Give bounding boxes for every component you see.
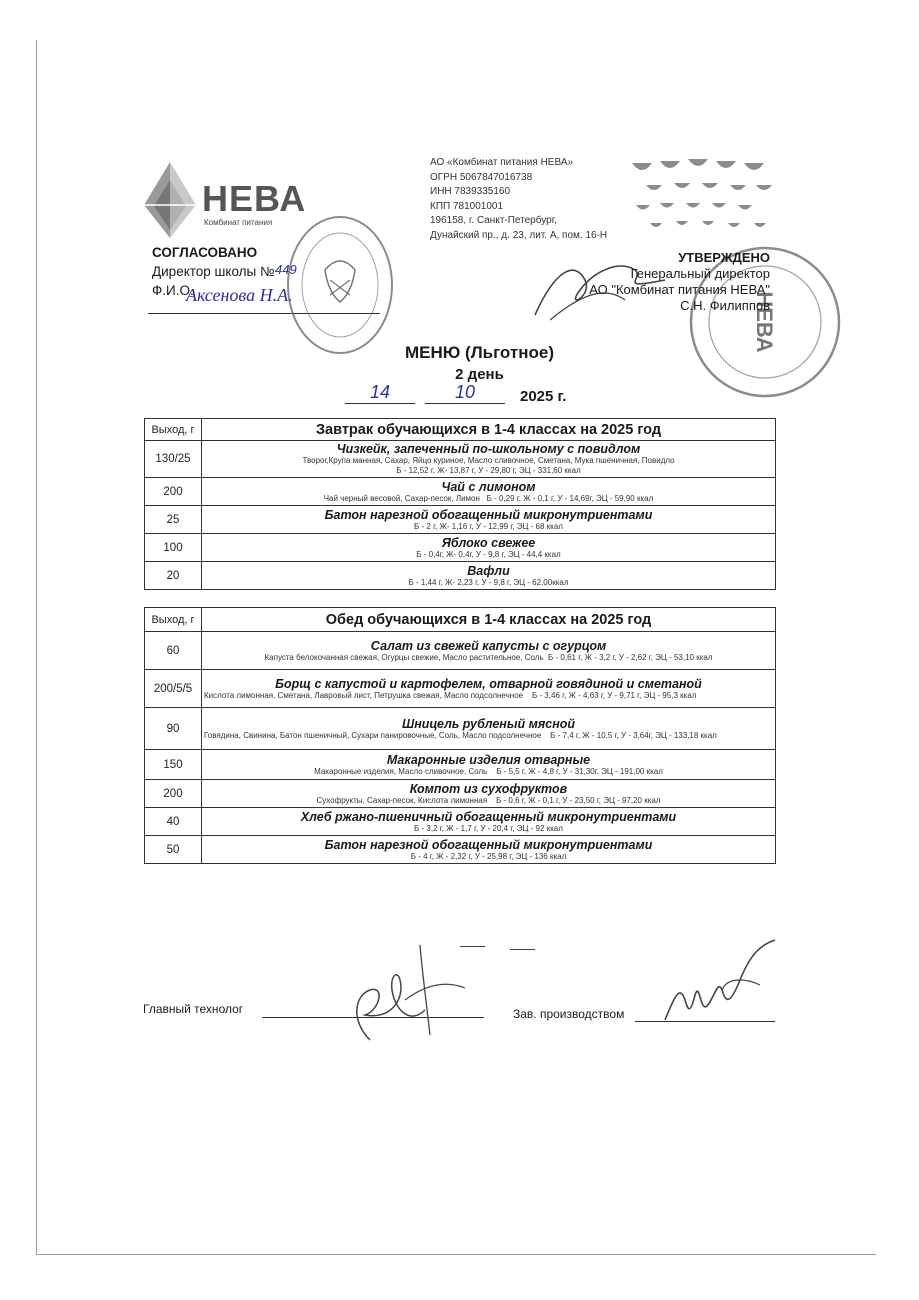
table-row (145, 780, 776, 808)
divider (510, 949, 535, 950)
logo-word: НЕВА (202, 178, 307, 219)
dish-cell (202, 478, 776, 506)
school-director-label: Директор школы № (152, 264, 275, 279)
dish-nutrition: Б - 1,44 г, Ж- 2,23 г, У - 9,8 г, ЭЦ - 62,00ккал (408, 577, 569, 587)
table-row (145, 708, 776, 750)
yield-cell: 20 (145, 562, 202, 590)
yield-cell: 50 (145, 836, 202, 864)
page-edge (36, 40, 37, 1255)
date-day-handwritten: 14 (345, 382, 415, 404)
chief-technologist-label: Главный технолог (143, 1002, 244, 1016)
director-position: Генеральный директор (630, 266, 770, 281)
fio-label: Ф.И.О. (152, 283, 194, 298)
table-header-row (145, 419, 776, 441)
table-row (145, 836, 776, 864)
dish-cell (202, 506, 776, 534)
dish-nutrition: Б - 0,4г, Ж- 0,4г, У - 9,8 г, ЭЦ - 44,4 ккал (416, 549, 561, 559)
director-name: С.Н. Филиппов (680, 298, 770, 313)
date-month-handwritten: 10 (425, 382, 505, 404)
approval-right-title: УТВЕРЖДЕНО (678, 250, 770, 265)
dish-name: Батон нарезной обогащенный микронутриентами (324, 837, 653, 852)
dish-cell (202, 562, 776, 590)
approval-right (580, 250, 770, 314)
dish-cell (202, 780, 776, 808)
dish-name: Батон нарезной обогащенный микронутриентами (324, 507, 653, 522)
table-row (145, 506, 776, 534)
director-company: АО "Комбинат питания НЕВА" (589, 282, 770, 297)
yield-cell: 40 (145, 808, 202, 836)
dish-ingredients: Говядина, Свинина, Батон пшеничный, Сухари панировочные, Соль, Масло подсолнечное (204, 730, 542, 740)
company-details (430, 156, 607, 243)
dish-name: Борщ с капустой и картофелем, отварной говядиной и сметаной (275, 676, 702, 691)
decorative-pattern (630, 155, 780, 240)
dish-cell (202, 670, 776, 708)
dish-ingredients-nutrition (202, 691, 775, 701)
company-line: ИНН 7839335160 (430, 186, 511, 197)
yield-cell: 200/5/5 (145, 670, 202, 708)
menu-title: МЕНЮ (Льготное) (405, 343, 554, 362)
stamp-center-text: НЕВА (752, 291, 777, 353)
breakfast-section-title: Завтрак обучающихся в 1-4 классах на 2025 год (202, 419, 776, 441)
company-line: 196158, г. Санкт-Петербург, (430, 215, 557, 226)
yield-cell: 200 (145, 478, 202, 506)
company-line: Дунайский пр., д. 23, лит. А, пом. 16-Н (430, 229, 608, 241)
dish-ingredients: Творог,Крупа манная, Сахар, Яйцо куриное, Масло сливочное, Сметана, Мука пшеничная, Повидло (302, 456, 675, 465)
dish-nutrition: Б - 0,6 г, Ж - 0,1 г, У - 23,50 г, ЭЦ - 97,20 ккал (496, 795, 661, 805)
company-line: ОГРН 5067847016738 (430, 171, 533, 183)
dish-cell (202, 441, 776, 478)
yield-cell: 25 (145, 506, 202, 534)
dish-nutrition: Б - 0,61 г, Ж - 3,2 г, У - 2,62 г, ЭЦ - 53,10 ккал (548, 652, 713, 662)
yield-cell: 150 (145, 750, 202, 780)
fio-handwritten: Аксенова Н.А. (186, 285, 293, 305)
dish-ingredients: Кислота лимонная, Сметана, Лавровый лист, Петрушка свежая, Масло подсолнечное (204, 690, 524, 700)
dish-cell (202, 534, 776, 562)
table-row (145, 478, 776, 506)
dish-nutrition: Б - 3,46 г, Ж - 4,63 г, У - 9,71 г, ЭЦ - 95,3 ккал (531, 690, 697, 700)
dish-ingredients: Капуста белокочанная свежая, Огурцы свежие, Масло растительное, Соль (264, 652, 544, 662)
dish-cell (202, 808, 776, 836)
dish-name: Компот из сухофруктов (409, 781, 568, 796)
dish-ingredients-nutrition (202, 796, 775, 806)
logo-subtitle: Комбинат питания (204, 218, 273, 227)
dish-nutrition: Б - 3,2 г, Ж - 1,7 г, У - 20,4 г, ЭЦ - 92 ккал (414, 823, 563, 833)
dish-nutrition: Б - 0,29 г, Ж - 0,1 г, У - 14,69г, ЭЦ - 59,90 ккал (486, 493, 654, 503)
dish-nutrition: Б - 4 г, Ж - 2,32 г, У - 25,98 г, ЭЦ - 136 ккал (410, 851, 567, 861)
dish-name: Макаронные изделия отварные (386, 752, 591, 767)
table-row (145, 808, 776, 836)
yield-cell: 100 (145, 534, 202, 562)
dish-ingredients: Чай черный весовой, Сахар-песок, Лимон (323, 493, 480, 503)
dish-nutrition: Б - 2 г, Ж- 1,16 г, У - 12,99 г, ЭЦ - 68 ккал (414, 521, 563, 531)
dish-ingredients: Сухофрукты, Сахар-песок, Кислота лимонная (316, 795, 488, 805)
dish-cell (202, 836, 776, 864)
lunch-table (144, 607, 776, 864)
company-line: КПП 781001001 (430, 200, 504, 212)
table-row (145, 750, 776, 780)
production-manager-signature (660, 935, 780, 1025)
table-row (145, 670, 776, 708)
lunch-section-title: Обед обучающихся в 1-4 классах на 2025 год (202, 608, 776, 632)
dish-cell (202, 708, 776, 750)
dish-name: Вафли (467, 563, 510, 578)
date-year: 2025 г. (520, 388, 567, 405)
dish-name: Чай с лимоном (441, 479, 536, 494)
table-header-row (145, 608, 776, 632)
logo-emblem-icon (140, 160, 200, 240)
dish-cell (202, 750, 776, 780)
dish-name: Хлеб ржано-пшеничный обогащенный микронутриентами (300, 809, 677, 824)
dish-name: Шницель рубленый мясной (401, 716, 576, 731)
dish-ingredients: Макаронные изделия, Масло сливочное, Соль (314, 766, 488, 776)
production-manager-label: Зав. производством (513, 1007, 625, 1021)
dish-ingredients-nutrition (202, 494, 775, 504)
dish-ingredients-nutrition (202, 653, 775, 663)
table-row (145, 632, 776, 670)
table-row (145, 441, 776, 478)
dish-nutrition: Б - 7,4 г, Ж - 10,5 г, У - 3,64г, ЭЦ - 133,18 ккал (550, 730, 717, 740)
yield-header: Выход, г (145, 608, 202, 632)
company-line: АО «Комбинат питания НЕВА» (430, 157, 574, 168)
dish-nutrition: Б - 5,5 г, Ж - 4,8 г, У - 31,30г, ЭЦ - 191,00 ккал (496, 766, 663, 776)
technologist-signature (330, 940, 470, 1050)
yield-cell: 130/25 (145, 441, 202, 478)
yield-cell: 200 (145, 780, 202, 808)
yield-cell: 90 (145, 708, 202, 750)
page-edge (36, 1254, 876, 1255)
school-number-handwritten: 449 (275, 262, 297, 277)
dish-name: Салат из свежей капусты с огурцом (370, 638, 607, 653)
approval-left-title: СОГЛАСОВАНО (152, 245, 258, 260)
dish-cell (202, 632, 776, 670)
yield-cell: 60 (145, 632, 202, 670)
school-stamp (280, 210, 400, 360)
dish-nutrition: Б - 12,52 г, Ж- 13,87 г, У - 29,80 г, ЭЦ - 331,60 ккал (396, 466, 581, 475)
menu-day: 2 день (455, 366, 504, 383)
dish-ingredients-nutrition (202, 731, 775, 741)
dish-name: Чизкейк, запеченный по-школьному с повидлом (336, 442, 641, 456)
breakfast-table (144, 418, 776, 590)
table-row (145, 534, 776, 562)
dish-name: Яблоко свежее (441, 535, 536, 550)
yield-header: Выход, г (145, 419, 202, 441)
table-row (145, 562, 776, 590)
dish-ingredients-nutrition (202, 767, 775, 777)
